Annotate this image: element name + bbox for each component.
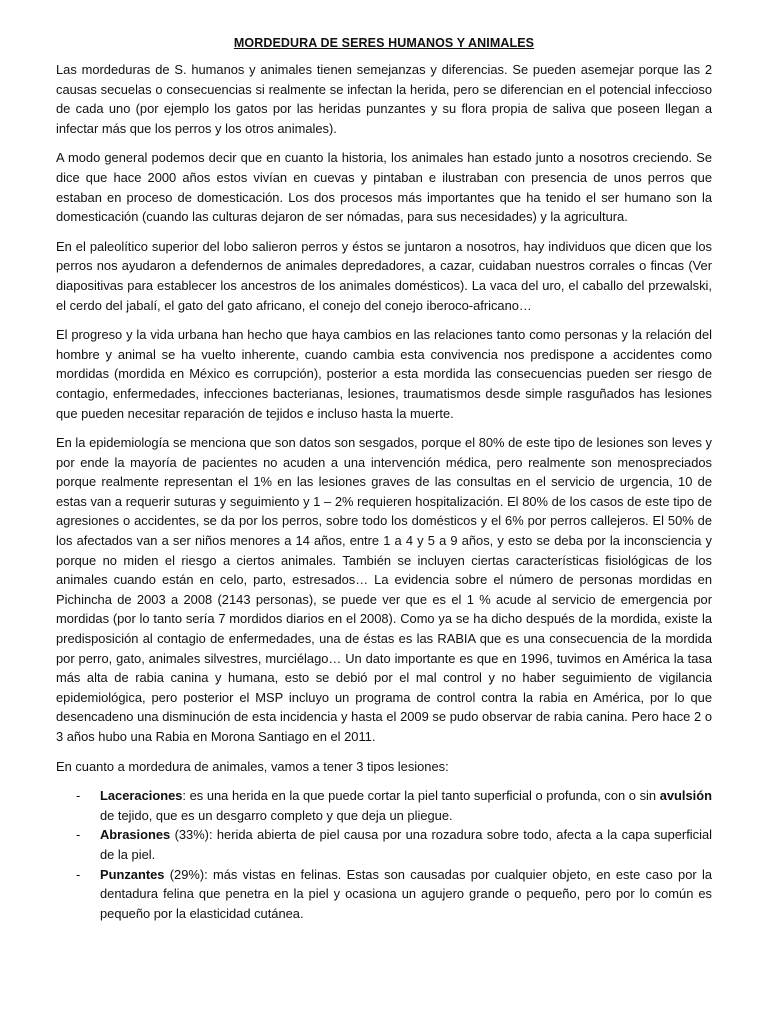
paragraph-lesion-types-intro: En cuanto a mordedura de animales, vamos a tener 3 tipos lesiones: <box>56 758 449 774</box>
list-term-secondary: avulsión <box>659 788 712 804</box>
list-bullet: - <box>76 827 81 843</box>
list-term: Punzantes <box>100 866 165 882</box>
list-term: Laceraciones <box>100 788 183 804</box>
list-item-punzantes <box>56 865 712 924</box>
paragraph-paleolithic: En el paleolítico superior del lobo salieron perros y éstos se juntaron a nosotros, hay individuos que dicen que los perros nos ayudaron a defendernos de animales depredadores, a cazar, cuidaban nuestros corrales o fincas (Ver diapositivas para establecer los ancestros de los animales domésticos). La vaca del uro, el caballo del przewalski, el cerdo del jabalí, el gato del gato africano, el conejo del conejo iberoco-africano… <box>56 238 712 313</box>
list-text-tail: de tejido, que es un desgarro completo y que deja un pliegue. <box>100 807 453 823</box>
list-item-laceraciones <box>56 786 712 825</box>
list-text: (29%): más vistas en felinas. Estas son causadas por cualquier objeto, en este caso por la dentadura felina que penetra en la piel y ocasiona un agujero grande o pequeño, pero por lo común es pequeño por la elasticidad cutánea. <box>100 866 712 921</box>
list-item-abrasiones <box>56 825 712 864</box>
list-text: (33%): herida abierta de piel causa por una rozadura sobre todo, afecta a la capa superficial de la piel. <box>100 827 712 862</box>
paragraph-intro: Las mordeduras de S. humanos y animales tienen semejanzas y diferencias. Se pueden asemejar porque las 2 causas secuelas o consecuencias si realmente se infectan la herida, pero se diferencian en el potencial infeccioso de cada uno (por ejemplo los gatos por las heridas punzantes y su flora propia de saliva que poseen llegan a infectar más que los perros y los otros animales). <box>56 62 712 136</box>
list-text: : es una herida en la que puede cortar la piel tanto superficial o profunda, con o sin <box>182 788 660 804</box>
paragraph-epidemiology: En la epidemiología se menciona que son datos son sesgados, porque el 80% de este tipo de lesiones son leves y por ende la mayoría de pacientes no acuden a una intervención médica, pero realmente son menospreciados porque realmente representan el 1% en las lesiones graves de las consultas en el servicio de urgencia, 10 de estas van a requerir suturas y seguimiento y 1 – 2% requieren hospitalización. El 80% de los casos de este tipo de agresiones o accidentes, se da por los perros, sobre todo los domésticos y el 6% por perros callejeros. El 50% de los afectados van a ser niños menores a 14 años, entre 1 a 4 y 5 a 9 años, y esto se deba por la inconsciencia y porque no miden el riesgo a ciertos animales. También se incluyen ciertas características fisiológicas de los animales cuando están en celo, parto, estresados… La evidencia sobre el número de personas mordidas en Pichincha de 2003 a 2008 (2143 personas), se puede ver que es el 1 % acude al servicio de emergencia por mordidas (por lo tanto sería 7 mordidos diarios en el 2008). Como ya se ha dicho después de la mordida, existe la predisposición al contagio de enfermedades, una de éstas es las RABIA que es una consecuencia de la mordida por perro, gato, animales silvestres, murciélago… Un dato importante es que en 1996, tuvimos en América la tasa más alta de rabia canina y humana, esto se debió por el mal control y no haber seguimiento de vigilancia epidemiológica, pero posterior el MSP incluyo un programa de control contra la rabia en América, por lo que desencadeno una disminución de esta incidencia y hasta el 2009 se pudo observar de rabia canina. Pero hace 2 o 3 años hubo una Rabia en Morona Santiago en el 2011. <box>56 435 712 744</box>
paragraph-history: A modo general podemos decir que en cuanto la historia, los animales han estado junto a nosotros creciendo. Se dice que hace 2000 años estos vivían en cuevas y pintaban e ilustraban con presencia de unos perros que estaban en proceso de domesticación. Los dos procesos más importantes que ha tenido el ser humano son la domesticación (cuando las culturas dejaron de ser nómadas, para sus necesidades) y la agricultura. <box>56 150 712 225</box>
document-title: MORDEDURA DE SERES HUMANOS Y ANIMALES <box>233 36 535 50</box>
list-bullet: - <box>76 866 81 882</box>
paragraph-urban-progress: El progreso y la vida urbana han hecho que haya cambios en las relaciones tanto como personas y la relación del hombre y animal se ha vuelto inherente, cuando cambia esta convivencia nos predispone a accidentes como mordidas (mordida en México es corrupción), posterior a esta mordida las consecuencias pueden ser riesgo de contagio, enfermedades, infecciones bacterianas, lesiones, traumatismos desde simple rasguñados has lesiones que pueden necesitar reparación de tejidos e incluso hasta la muerte. <box>56 327 712 421</box>
list-bullet: - <box>76 788 81 804</box>
list-term: Abrasiones <box>100 827 171 843</box>
lesion-types-list <box>56 786 712 923</box>
